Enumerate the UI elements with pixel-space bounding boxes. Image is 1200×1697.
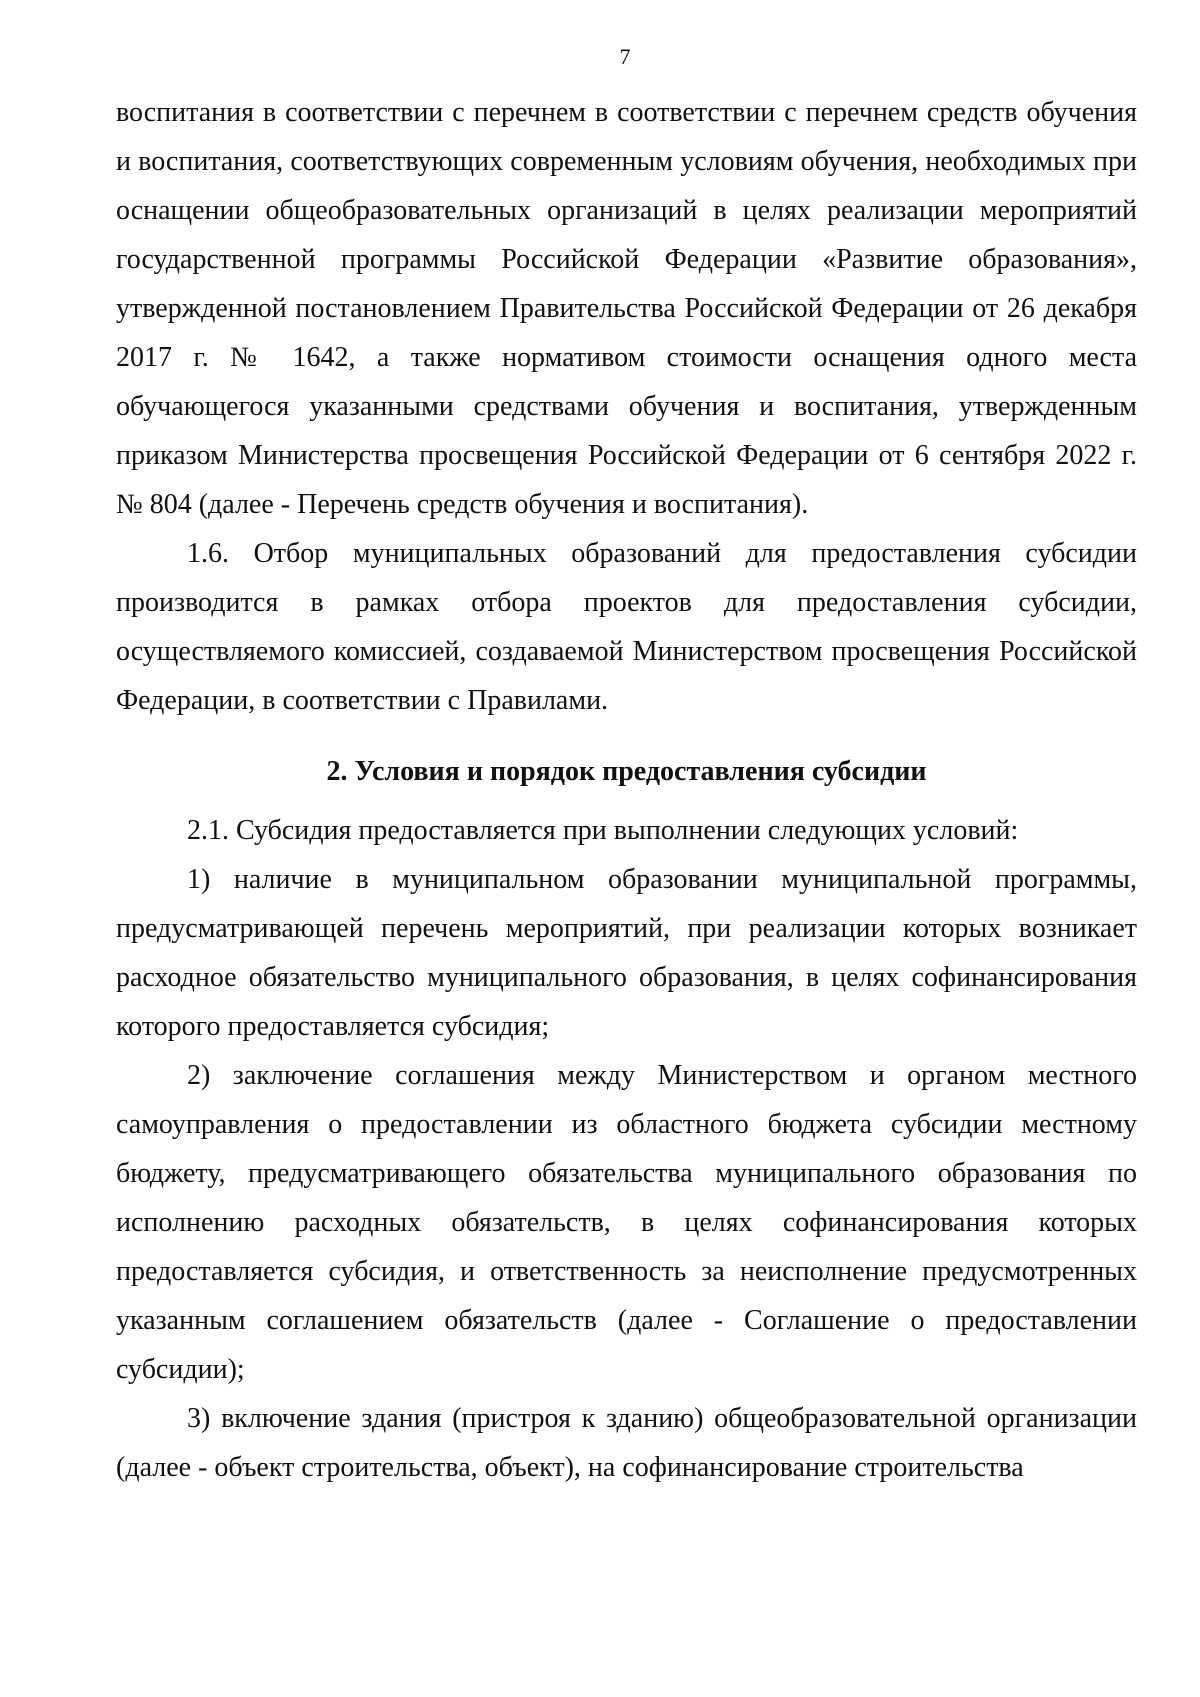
document-body	[116, 88, 1137, 1492]
section-heading: 2. Условия и порядок предоставления субсидии	[326, 756, 927, 787]
list-item-3: 3) включение здания (пристроя к зданию) общеобразовательной организации (далее - объект строительства, объект), на софинансирование строительства	[116, 1403, 1137, 1483]
list-item-2: 2) заключение соглашения между Министерством и органом местного самоуправления о предоставлении из областного бюджета субсидии местному бюджету, предусматривающего обязательства муниципального образования по исполнению расходных обязательств, в целях софинансирования которых предоставляется субсидия, и ответственность за неисполнение предусмотренных указанным соглашением обязательств (далее - Соглашение о предоставлении субсидии);	[116, 1060, 1137, 1385]
page-number: 7	[619, 44, 631, 69]
paragraph-1-6: 1.6. Отбор муниципальных образований для предоставления субсидии производится в рамках отбора проектов для предоставления субсидии, осуществляемого комиссией, создаваемой Министерством просвещения Российской Федерации, в соответствии с Правилами.	[116, 538, 1137, 716]
paragraph-2-1: 2.1. Субсидия предоставляется при выполнении следующих условий:	[187, 815, 1019, 846]
paragraph-continuation: воспитания в соответствии с перечнем в соответствии с перечнем средств обучения и воспитания, соответствующих современным условиям обучения, необходимых при оснащении общеобразовательных организаций в целях реализации мероприятий государственной программы Российской Федерации «Развитие образования», утвержденной постановлением Правительства Российской Федерации от 26 декабря 2017 г. № 1642, а также нормативом стоимости оснащения одного места обучающегося указанными средствами обучения и воспитания, утвержденным приказом Министерства просвещения Российской Федерации от 6 сентября 2022 г. № 804 (далее - Перечень средств обучения и воспитания).	[116, 97, 1137, 520]
list-item-1: 1) наличие в муниципальном образовании муниципальной программы, предусматривающей перечень мероприятий, при реализации которых возникает расходное обязательство муниципального образования, в целях софинансирования которого предоставляется субсидия;	[116, 864, 1137, 1042]
